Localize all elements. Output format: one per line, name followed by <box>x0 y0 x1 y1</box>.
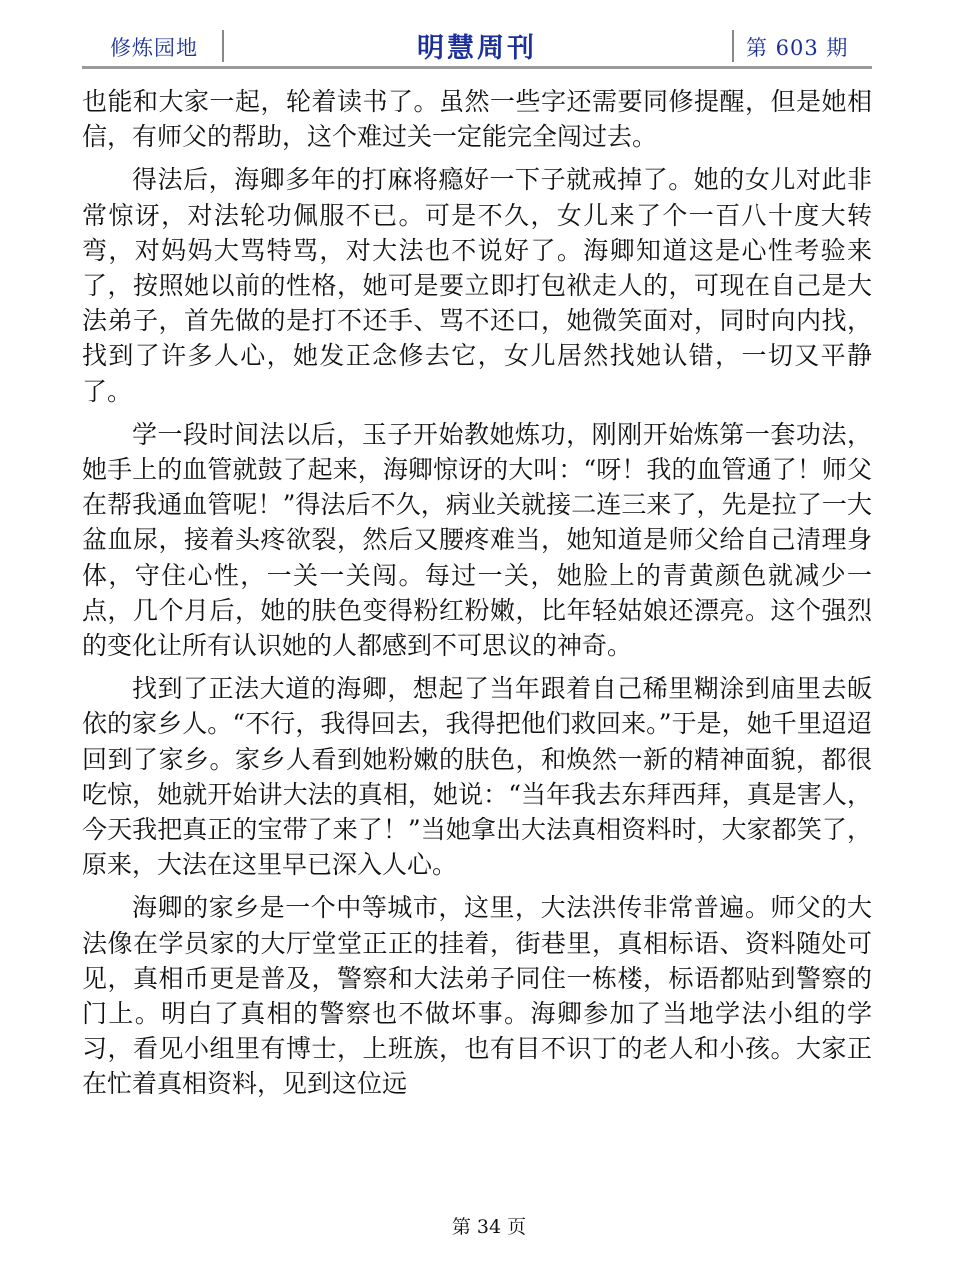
header-rule <box>82 66 872 69</box>
section-name: 修炼园地 <box>110 36 198 60</box>
publication-title: 明慧周刊 <box>417 33 537 64</box>
page-number: 第 34 页 <box>451 1216 527 1238</box>
paragraph-continued: 也能和大家一起，轮着读书了。虽然一些字还需要同修提醒，但是她相信，有师父的帮助，这个难过关一定能完全闯过去。 <box>82 87 872 152</box>
page-header <box>82 26 872 68</box>
issue-number: 第 603 期 <box>746 36 849 60</box>
paragraph: 学一段时间法以后，玉子开始教她炼功，刚刚开始炼第一套功法，她手上的血管就鼓了起来，海卿惊讶的大叫：“呀！我的血管通了！师父在帮我通血管呢！”得法后不久，病业关就接二连三来了，先是拉了一大盆血尿，接着头疼欲裂，然后又腰疼难当，她知道是师父给自己清理身体，守住心性，一关一关闯。每过一关，她脸上的青黄颜色就减少一点，几个月后，她的肤色变得粉红粉嫩，比年轻姑娘还漂亮。这个强烈的变化让所有认识她的人都感到不可思议的神奇。 <box>82 419 872 661</box>
paragraph: 找到了正法大道的海卿，想起了当年跟着自己稀里糊涂到庙里去皈依的家乡人。“不行，我得回去，我得把他们救回来。”于是，她千里迢迢回到了家乡。家乡人看到她粉嫩的肤色，和焕然一新的精神面貌，都很吃惊，她就开始讲大法的真相，她说：“当年我去东拜西拜，真是害人，今天我把真正的宝带了来了！”当她拿出大法真相资料时，大家都笑了，原来，大法在这里早已深入人心。 <box>82 674 872 880</box>
paragraph: 得法后，海卿多年的打麻将瘾好一下子就戒掉了。她的女儿对此非常惊讶，对法轮功佩服不已。可是不久，女儿来了个一百八十度大转弯，对妈妈大骂特骂，对大法也不说好了。海卿知道这是心性考验来了，按照她以前的性格，她可是要立即打包袱走人的，可现在自己是大法弟子，首先做的是打不还手、骂不还口，她微笑面对，同时向内找，找到了许多人心，她发正念修去它，女儿居然找她认错，一切又平静了。 <box>82 165 872 406</box>
header-divider-right <box>732 30 734 62</box>
article-body <box>82 84 872 1110</box>
paragraph: 海卿的家乡是一个中等城市，这里，大法洪传非常普遍。师父的大法像在学员家的大厅堂堂正正的挂着，街巷里，真相标语、资料随处可见，真相币更是普及，警察和大法弟子同住一栋楼，标语都贴到警察的门上。明白了真相的警察也不做坏事。海卿参加了当地学法小组的学习，看见小组里有博士，上班族，也有目不识丁的老人和小孩。大家正在忙着真相资料，见到这位远 <box>82 893 872 1099</box>
